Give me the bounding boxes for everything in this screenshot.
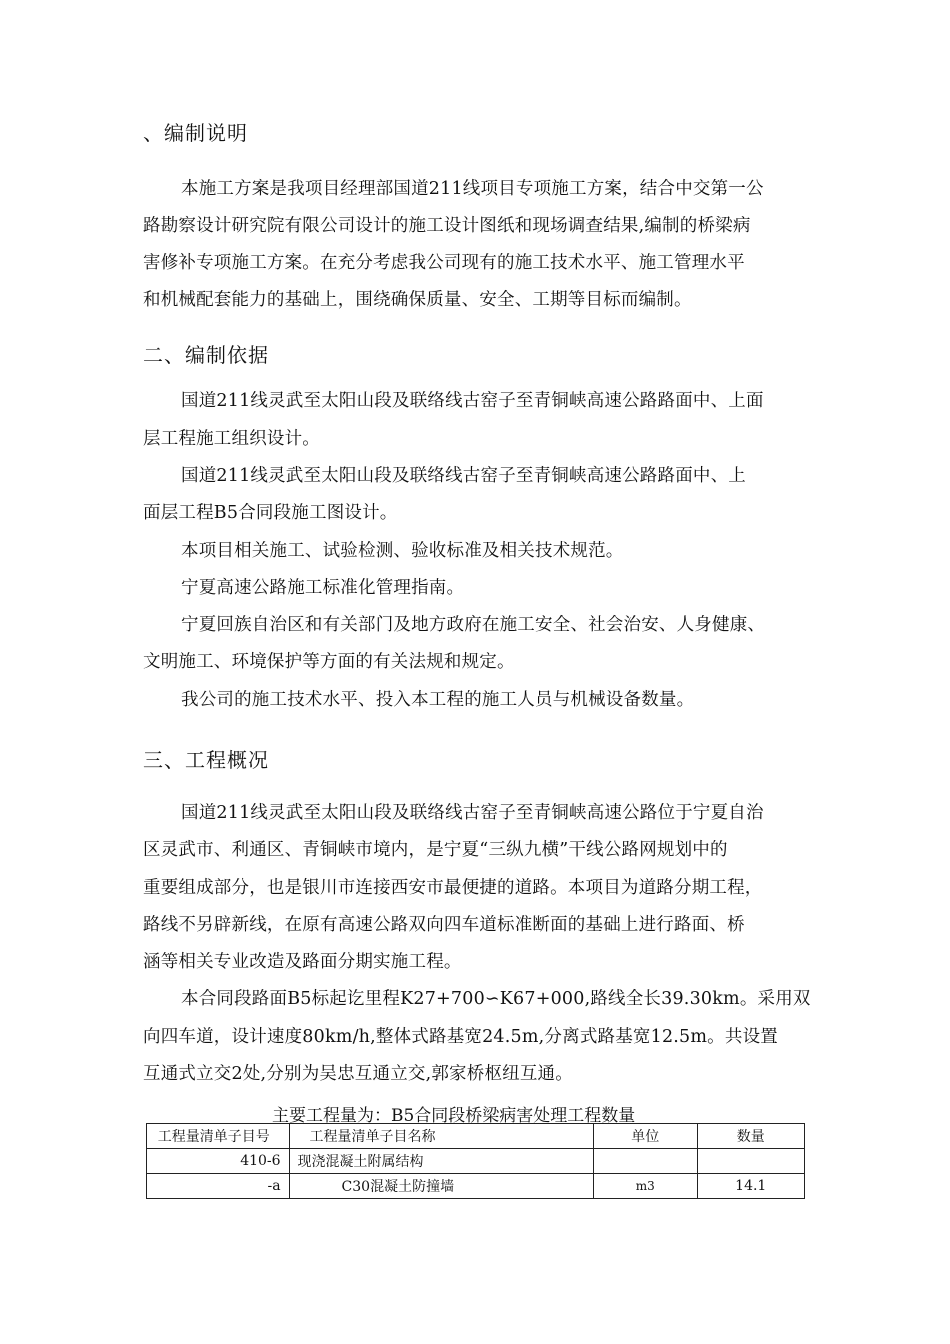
paragraph-line: 互通式立交2处,分别为吴忠互通立交,郭家桥枢纽互通。 (143, 1064, 573, 1084)
paragraph-line: 面层工程B5合同段施工图设计。 (143, 503, 398, 523)
paragraph-line: 害修补专项施工方案。在充分考虑我公司现有的施工技术水平、施工管理水平 (143, 253, 745, 273)
paragraph-line: 国道211线灵武至太阳山段及联络线古窑子至青铜峡高速公路路面中、上 (181, 466, 746, 486)
quantity-table (146, 1123, 805, 1199)
table-cell (593, 1149, 697, 1174)
paragraph-line: 涵等相关专业改造及路面分期实施工程。 (143, 952, 462, 972)
paragraph-line: 重要组成部分，也是银川市连接西安市最便捷的道路。本项目为道路分期工程， (143, 878, 763, 898)
table-cell: 410-6 (147, 1149, 290, 1174)
paragraph-line: 宁夏高速公路施工标准化管理指南。 (181, 578, 465, 598)
column-header: 单位 (593, 1124, 697, 1149)
section-heading-1: 、编制说明 (143, 121, 248, 145)
paragraph-line: 层工程施工组织设计。 (143, 429, 320, 449)
paragraph-line: 本合同段路面B5标起讫里程K27+700∽K67+000,路线全长39.30km。采用双 (181, 989, 811, 1009)
paragraph-line: 向四车道，设计速度80km/h,整体式路基宽24.5m,分离式路基宽12.5m。共设置 (143, 1027, 778, 1047)
paragraph-line: 国道211线灵武至太阳山段及联络线古窑子至青铜峡高速公路位于宁夏自治 (181, 803, 764, 823)
paragraph-line: 路线不另辟新线，在原有高速公路双向四车道标准断面的基础上进行路面、桥 (143, 915, 745, 935)
paragraph-line: 宁夏回族自治区和有关部门及地方政府在施工安全、社会治安、人身健康、 (181, 615, 766, 635)
table-header-row (147, 1124, 805, 1149)
paragraph-line: 我公司的施工技术水平、投入本工程的施工人员与机械设备数量。 (181, 690, 695, 710)
section-heading-2: 二、编制依据 (143, 343, 269, 367)
table-cell: -a (147, 1174, 290, 1199)
paragraph-line: 和机械配套能力的基础上，围绕确保质量、安全、工期等目标而编制。 (143, 290, 692, 310)
table-cell (697, 1149, 804, 1174)
column-header: 数量 (697, 1124, 804, 1149)
table-cell: C30混凝土防撞墙 (289, 1174, 593, 1199)
paragraph-line: 文明施工、环境保护等方面的有关法规和规定。 (143, 652, 515, 672)
paragraph-line: 路勘察设计研究院有限公司设计的施工设计图纸和现场调查结果,编制的桥梁病 (143, 216, 751, 236)
table-row (147, 1174, 805, 1199)
section-heading-3: 三、工程概况 (143, 748, 269, 772)
paragraph-line: 区灵武市、利通区、青铜峡市境内，是宁夏“三纵九横”干线公路网规划中的 (143, 840, 728, 860)
paragraph-line: 本施工方案是我项目经理部国道211线项目专项施工方案，结合中交第一公 (181, 179, 764, 199)
column-header: 工程量清单子目号 (147, 1124, 290, 1149)
table-cell: 14.1 (697, 1174, 804, 1199)
table-cell: 现浇混凝土附属结构 (289, 1149, 593, 1174)
paragraph-line: 本项目相关施工、试验检测、验收标准及相关技术规范。 (181, 541, 624, 561)
table-cell: m3 (593, 1174, 697, 1199)
table-caption: 主要工程量为：B5合同段桥梁病害处理工程数量 (272, 1106, 636, 1126)
table-row (147, 1149, 805, 1174)
paragraph-line: 国道211线灵武至太阳山段及联络线古窑子至青铜峡高速公路路面中、上面 (181, 391, 764, 411)
column-header: 工程量清单子目名称 (289, 1124, 593, 1149)
